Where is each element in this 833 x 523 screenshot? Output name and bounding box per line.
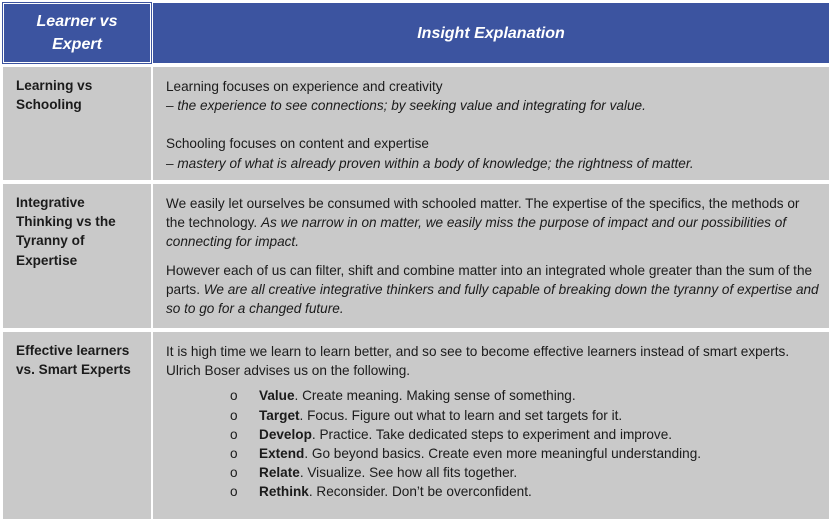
intro-paragraph: It is high time we learn to learn better, and so see to become effective learners instead of smart experts. Ulrich Boser advises us on the following. xyxy=(166,344,790,379)
list-item-text: . Reconsider. Don’t be overconfident. xyxy=(308,484,532,500)
row-label: Integrative Thinking vs the Tyranny of Expertise xyxy=(16,195,116,268)
list-item-text: . Go beyond basics. Create even more meaningful understanding. xyxy=(304,446,702,462)
schooling-detail: – mastery of what is already proven within a body of knowledge; the rightness of matter. xyxy=(166,155,694,171)
list-item-term: Value xyxy=(259,388,295,404)
list-item-term: Develop xyxy=(259,426,312,442)
table-row xyxy=(3,184,829,328)
list-item-text: . Create meaning. Making sense of something. xyxy=(294,388,576,404)
row-explanation-cell xyxy=(153,184,829,328)
list-item-term: Extend xyxy=(259,446,305,462)
row-label: Learning vs Schooling xyxy=(16,78,93,113)
header-learner-vs-expert xyxy=(3,3,151,63)
header-insight-explanation xyxy=(153,3,829,63)
table-row xyxy=(3,332,829,519)
row-label-cell xyxy=(3,332,151,519)
row-explanation-cell xyxy=(153,332,829,519)
table-row xyxy=(3,67,829,180)
learning-detail: – the experience to see connections; by seeking value and integrating for value. xyxy=(166,98,646,114)
learning-line: Learning focuses on experience and creativity xyxy=(166,79,443,94)
advice-list xyxy=(166,386,819,501)
list-item-term: Relate xyxy=(259,465,300,481)
row-explanation-cell xyxy=(153,67,829,180)
row-label: Effective learners vs. Smart Experts xyxy=(16,343,131,378)
paragraph-italic-text: We are all creative integrative thinkers and fully capable of breaking down the tyranny of expertise and so to go for a changed future. xyxy=(166,281,819,317)
list-item-text: . Visualize. See how all fits together. xyxy=(299,465,518,481)
list-item-text: . Practice. Take dedicated steps to experiment and improve. xyxy=(311,426,673,442)
list-item xyxy=(230,406,819,425)
insight-table xyxy=(3,3,829,519)
row-label-cell xyxy=(3,67,151,180)
header-col2-text: Insight Explanation xyxy=(417,24,565,42)
paragraph xyxy=(166,261,819,319)
paragraph-italic-text: As we narrow in on matter, we easily miss the purpose of impact and our possibilities of connecting for impact. xyxy=(166,215,787,250)
list-item xyxy=(230,463,819,482)
list-item xyxy=(230,425,819,444)
list-item xyxy=(230,482,819,501)
list-item-term: Target xyxy=(259,407,300,423)
paragraph-text: We easily let ourselves be consumed with schooled matter. The expertise of the specifics, the methods or the technology. xyxy=(166,196,800,231)
list-item-text: . Focus. Figure out what to learn and set targets for it. xyxy=(299,407,623,423)
row-label-cell xyxy=(3,184,151,328)
header-col1-text: Learner vs Expert xyxy=(36,13,118,53)
paragraph-text: However each of us can filter, shift and combine matter into an integrated whole greater than the sum of the parts. xyxy=(166,262,813,297)
schooling-line: Schooling focuses on content and expertise xyxy=(166,136,429,152)
list-item-term: Rethink xyxy=(259,484,309,500)
list-item xyxy=(230,386,819,405)
list-item xyxy=(230,444,819,463)
paragraph xyxy=(166,194,819,252)
table-header-row xyxy=(3,3,829,63)
